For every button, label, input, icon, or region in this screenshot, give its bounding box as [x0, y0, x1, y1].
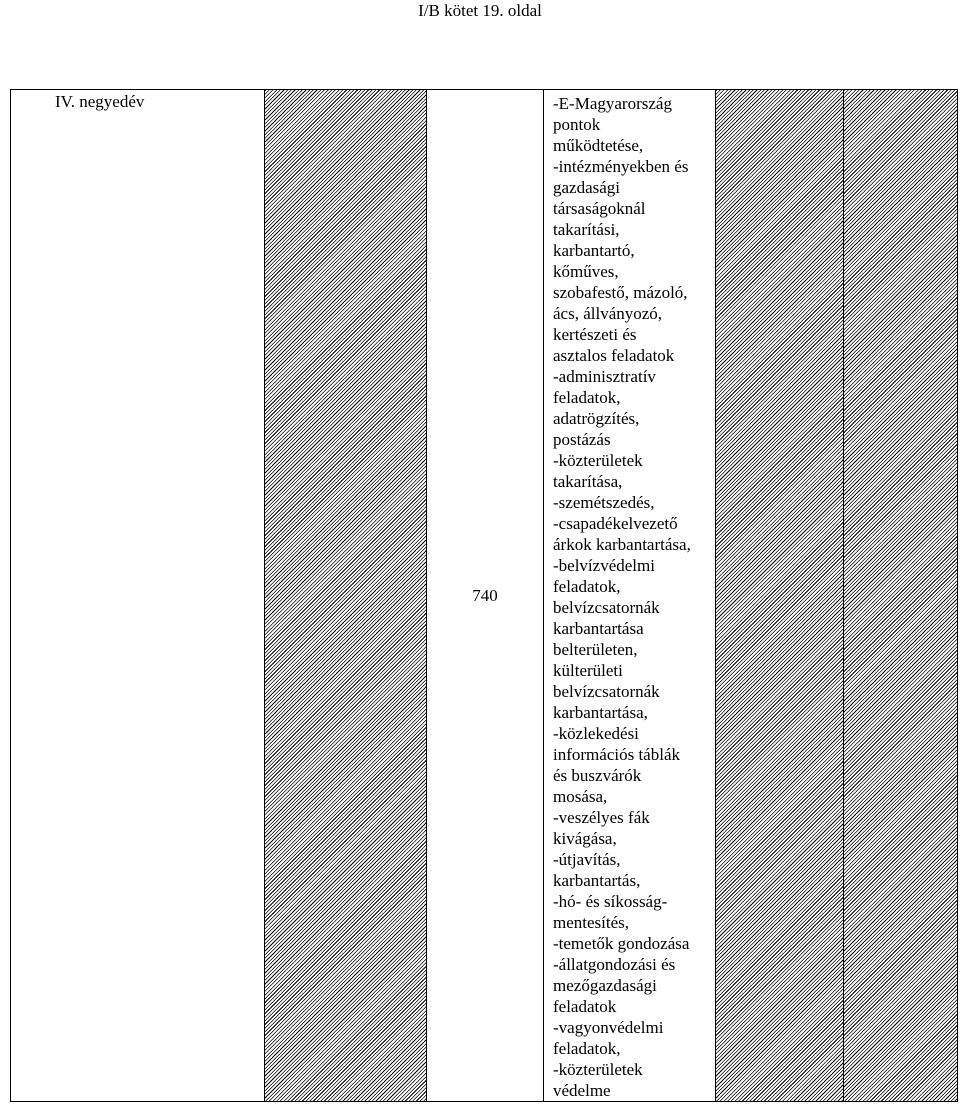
task-line: külterületi: [553, 661, 623, 680]
task-line: védelme: [553, 1081, 611, 1100]
task-line: -intézményekben és: [553, 157, 689, 176]
task-line: belterületen,: [553, 640, 638, 659]
task-line: társaságoknál: [553, 199, 646, 218]
task-list-cell: [543, 90, 715, 1101]
page-header: I/B kötet 19. oldal: [418, 1, 542, 20]
period-cell: [11, 90, 264, 1101]
task-line: -csapadékelvezető: [553, 514, 678, 533]
task-line: -szemétszedés,: [553, 493, 655, 512]
task-line: mentesítés,: [553, 913, 630, 932]
task-line: gazdasági: [553, 178, 621, 197]
task-line: működtetése,: [553, 136, 644, 155]
table-row: [10, 89, 958, 1102]
task-line: -útjavítás,: [553, 850, 621, 869]
task-line: mezőgazdasági: [553, 976, 657, 995]
task-line: -közlekedési: [553, 724, 639, 743]
task-line: asztalos feladatok: [553, 346, 675, 365]
amount-cell: [426, 90, 543, 1101]
task-line: ács, állványozó,: [553, 304, 663, 323]
task-line: belvízcsatornák: [553, 682, 660, 701]
task-line: feladatok: [553, 997, 617, 1016]
amount-value: 740: [472, 585, 498, 605]
task-line: információs táblák: [553, 745, 680, 764]
task-line: belvízcsatornák: [553, 598, 660, 617]
task-line: -közterületek: [553, 451, 643, 470]
task-line: -vagyonvédelmi: [553, 1018, 664, 1037]
task-line: -temetők gondozása: [553, 934, 690, 953]
task-line: karbantartó,: [553, 241, 635, 260]
task-line: -E-Magyarország: [553, 94, 672, 113]
task-line: postázás: [553, 430, 611, 449]
task-line: takarítása,: [553, 472, 623, 491]
task-line: kőműves,: [553, 262, 619, 281]
task-line: -belvízvédelmi: [553, 556, 655, 575]
task-line: kivágása,: [553, 829, 617, 848]
task-line: mosása,: [553, 787, 608, 806]
task-line: karbantartás,: [553, 871, 641, 890]
task-line: -adminisztratív: [553, 367, 656, 386]
task-line: takarítási,: [553, 220, 620, 239]
task-line: feladatok,: [553, 388, 621, 407]
task-line: -veszélyes fák: [553, 808, 650, 827]
task-line: szobafestő, mázoló,: [553, 283, 688, 302]
task-line: karbantartása,: [553, 703, 648, 722]
task-line: -állatgondozási és: [553, 955, 676, 974]
task-line: feladatok,: [553, 577, 621, 596]
task-line: -közterületek: [553, 1060, 643, 1079]
hatched-cell: [843, 90, 957, 1101]
period-label: IV. negyedév: [55, 92, 145, 111]
task-line: -hó- és síkosság-: [553, 892, 668, 911]
task-line: pontok: [553, 115, 601, 134]
task-line: adatrögzítés,: [553, 409, 640, 428]
hatched-cell: [715, 90, 843, 1101]
task-line: feladatok,: [553, 1039, 621, 1058]
task-line: kertészeti és: [553, 325, 637, 344]
task-line: karbantartása: [553, 619, 644, 638]
hatched-cell: [264, 90, 426, 1101]
task-line: árkok karbantartása,: [553, 535, 691, 554]
task-line: és buszvárók: [553, 766, 642, 785]
